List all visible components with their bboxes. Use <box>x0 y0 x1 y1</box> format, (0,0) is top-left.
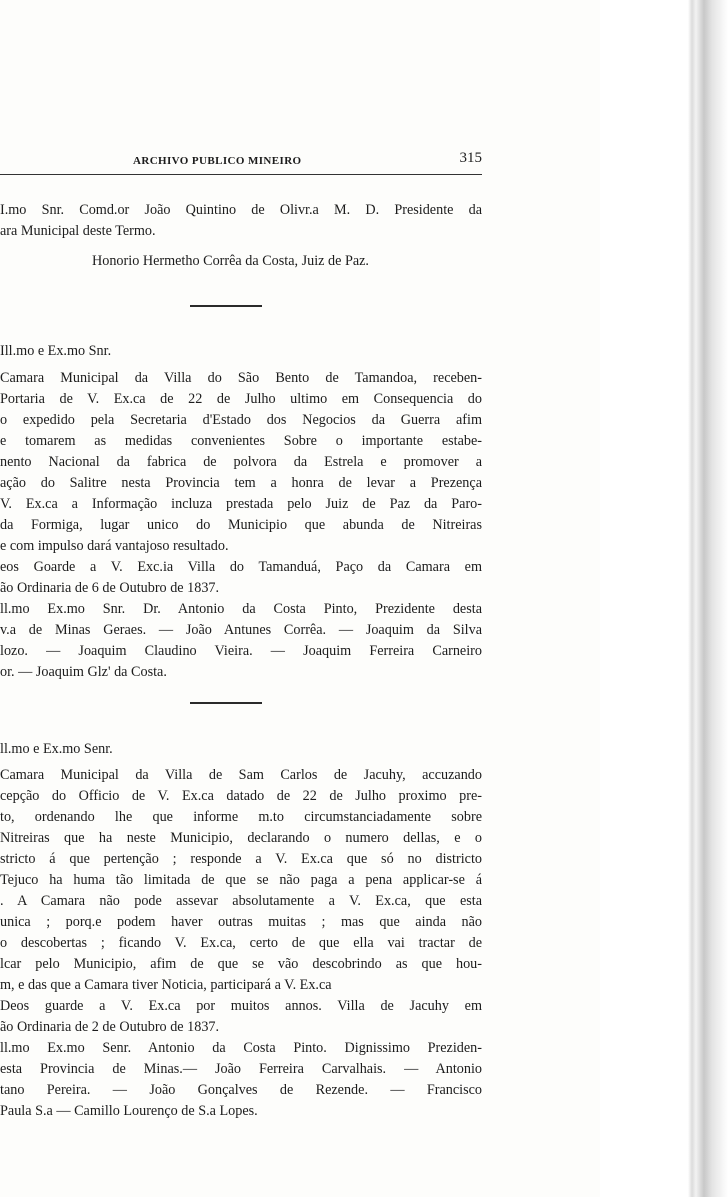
doc1-signature: Honorio Hermetho Corrêa da Costa, Juiz de Paz. <box>92 253 369 269</box>
doc3-line: m, e das que a Camara tiver Noticia, participará a V. Ex.ca <box>0 977 332 993</box>
doc2-line: ão Ordinaria de 6 de Outubro de 1837. <box>0 580 220 596</box>
doc2-line: V. Ex.ca a Informação incluza prestada pelo Juiz de Paz da Paro- <box>0 496 482 512</box>
doc2-line: Portaria de V. Ex.ca de 22 de Julho ultimo em Consequencia do <box>0 391 482 407</box>
doc2-line: eos Goarde a V. Exc.ia Villa do Tamanduá, Paço da Camara em <box>0 559 482 575</box>
doc3-line: o descobertas ; ficando V. Ex.ca, certo de que ella vai tractar de <box>0 935 482 951</box>
doc2-line: ação do Salitre nesta Provincia tem a honra de levar a Prezença <box>0 475 482 491</box>
doc3-line: lcar pelo Municipio, afim de que se vão descobrindo as que hou- <box>0 956 482 972</box>
doc2-line: ll.mo Ex.mo Snr. Dr. Antonio da Costa Pinto, Prezidente desta <box>0 601 482 617</box>
doc3-line: Deos guarde a V. Ex.ca por muitos annos. Villa de Jacuhy em <box>0 998 482 1014</box>
doc3-line: ll.mo Ex.mo Senr. Antonio da Costa Pinto. Dignissimo Preziden- <box>0 1040 482 1056</box>
running-title: ARCHIVO PUBLICO MINEIRO <box>133 155 302 167</box>
doc3-line: unica ; porq.e podem haver outras muitas ; mas que ainda não <box>0 914 482 930</box>
doc3-salutation: ll.mo e Ex.mo Senr. <box>0 741 113 757</box>
doc2-line: lozo. — Joaquim Claudino Vieira. — Joaquim Ferreira Carneiro <box>0 643 482 659</box>
doc3-line: to, ordenando lhe que informe m.to circumstanciadamente sobre <box>0 809 482 825</box>
doc2-body <box>0 368 482 683</box>
section-separator <box>190 702 262 704</box>
doc3-line: Paula S.a — Camillo Lourenço de S.a Lopes. <box>0 1103 258 1119</box>
doc2-line: e com impulso dará vantajoso resultado. <box>0 538 229 554</box>
doc2-line: e tomarem as medidas convenientes Sobre o importante estabe- <box>0 433 482 449</box>
doc2-line: nento Nacional da fabrica de polvora da Estrela e promover a <box>0 454 482 470</box>
doc3-line: Camara Municipal da Villa de Sam Carlos de Jacuhy, accuzando <box>0 767 482 783</box>
doc3-line: esta Provincia de Minas.— João Ferreira Carvalhais. — Antonio <box>0 1061 482 1077</box>
doc3-line: Tejuco ha huma tão limitada de que se não paga a pena applicar-se á <box>0 872 482 888</box>
doc3-line: tano Pereira. — João Gonçalves de Rezende. — Francisco <box>0 1082 482 1098</box>
header-rule <box>0 174 482 175</box>
doc1-body <box>0 200 482 242</box>
doc2-line: da Formiga, lugar unico do Municipio que abunda de Nitreiras <box>0 517 482 533</box>
doc2-line: or. — Joaquim Glz' da Costa. <box>0 664 167 680</box>
page-number: 315 <box>459 150 482 166</box>
doc3-line: . A Camara não pode assevar absolutamente a V. Ex.ca, que esta <box>0 893 482 909</box>
doc2-line: Camara Municipal da Villa do São Bento de Tamandoa, receben- <box>0 370 482 386</box>
doc1-line: I.mo Snr. Comd.or João Quintino de Olivr.a M. D. Presidente da <box>0 202 482 218</box>
doc2-line: o expedido pela Secretaria d'Estado dos Negocios da Guerra afim <box>0 412 482 428</box>
doc2-line: v.a de Minas Geraes. — João Antunes Corrêa. — Joaquim da Silva <box>0 622 482 638</box>
doc3-line: cepção do Officio de V. Ex.ca datado de 22 de Julho proximo pre- <box>0 788 482 804</box>
doc2-salutation: Ill.mo e Ex.mo Snr. <box>0 343 112 359</box>
running-header <box>0 150 482 172</box>
doc3-salutation-block <box>0 738 482 760</box>
doc2-salutation-block <box>0 340 482 362</box>
page-edge-shadow <box>600 0 728 1197</box>
doc3-line: Nitreiras que ha neste Municipio, declarando o numero dellas, e o <box>0 830 482 846</box>
doc3-body <box>0 765 482 1122</box>
doc3-line: stricto á que pertenção ; responde a V. Ex.ca que só no districto <box>0 851 482 867</box>
doc3-line: ão Ordinaria de 2 de Outubro de 1837. <box>0 1019 220 1035</box>
section-separator <box>190 305 262 307</box>
doc1-line: ara Municipal deste Termo. <box>0 223 156 239</box>
